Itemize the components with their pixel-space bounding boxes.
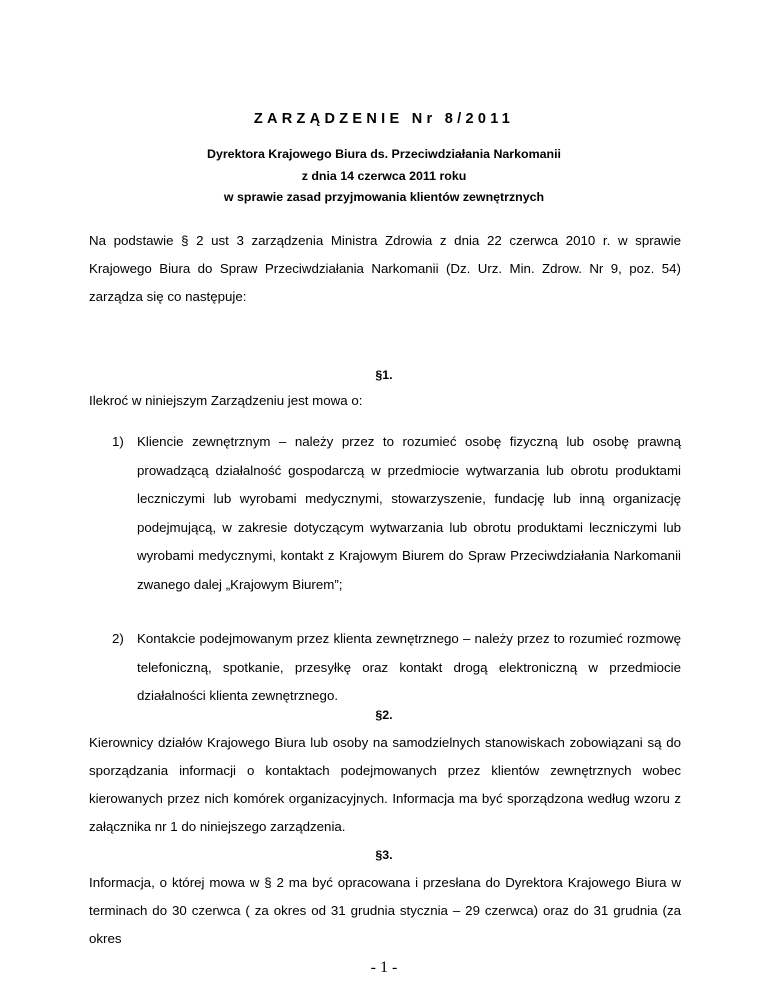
section-2-paragraph: Kierownicy działów Krajowego Biura lub osoby na samodzielnych stanowiskach zobowiązani są do sporządzania informacji o kontaktach podejmowanych przez klientów zewnętrznych wobec kierowanych przez nich komórek organizacyjnych. Informacja ma być sporządzona według wzoru z załącznika nr 1 do niniejszego zarządzenia. (89, 735, 681, 834)
document-date: z dnia 14 czerwca 2011 roku (301, 169, 467, 183)
document-title: ZARZĄDZENIE Nr 8/2011 (253, 111, 515, 127)
definition-item (112, 428, 681, 599)
section-3-paragraph: Informacja, o której mowa w § 2 ma być opracowana i przesłana do Dyrektora Krajowego Biura w terminach do 30 czerwca ( za okres od 31 grudnia stycznia – 29 czerwca) oraz do 31 grudnia (za okres (89, 875, 681, 946)
definition-item (112, 625, 681, 711)
definition-item-number: 2) (112, 631, 124, 646)
page-number: - 1 - (370, 959, 398, 976)
section-2-heading: §2. (375, 708, 393, 722)
document-issuer: Dyrektora Krajowego Biura ds. Przeciwdziałania Narkomanii (207, 147, 561, 161)
section-1-heading: §1. (375, 368, 393, 382)
definition-item-text: Kontakcie podejmowanym przez klienta zewnętrznego – należy przez to rozumieć rozmowę telefoniczną, spotkanie, przesyłkę oraz kontakt drogą elektroniczną w przedmiocie działalności klienta zewnętrznego. (137, 631, 681, 703)
section-1-intro: Ilekroć w niniejszym Zarządzeniu jest mowa o: (89, 393, 363, 408)
definition-item-number: 1) (112, 434, 124, 449)
section-3-heading: §3. (375, 848, 393, 862)
document-subject: w sprawie zasad przyjmowania klientów zewnętrznych (223, 190, 545, 204)
preamble-paragraph: Na podstawie § 2 ust 3 zarządzenia Ministra Zdrowia z dnia 22 czerwca 2010 r. w sprawie Krajowego Biura do Spraw Przeciwdziałania Narkomanii (Dz. Urz. Min. Zdrow. Nr 9, poz. 54) zarządza się co następuje: (89, 233, 681, 304)
definition-item-text: Kliencie zewnętrznym – należy przez to rozumieć osobę fizyczną lub osobę prawną prowadzącą działalność gospodarczą w przedmiocie wytwarzania lub obrotu produktami leczniczymi lub wyrobami medycznymi, stowarzyszenie, fundację lub inną organizację podejmującą, w zakresie dotyczącym wytwarzania lub obrotu produktami leczniczymi lub wyrobami medycznymi, kontakt z Krajowym Biurem do Spraw Przeciwdziałania Narkomanii zwanego dalej „Krajowym Biurem”; (137, 434, 681, 592)
